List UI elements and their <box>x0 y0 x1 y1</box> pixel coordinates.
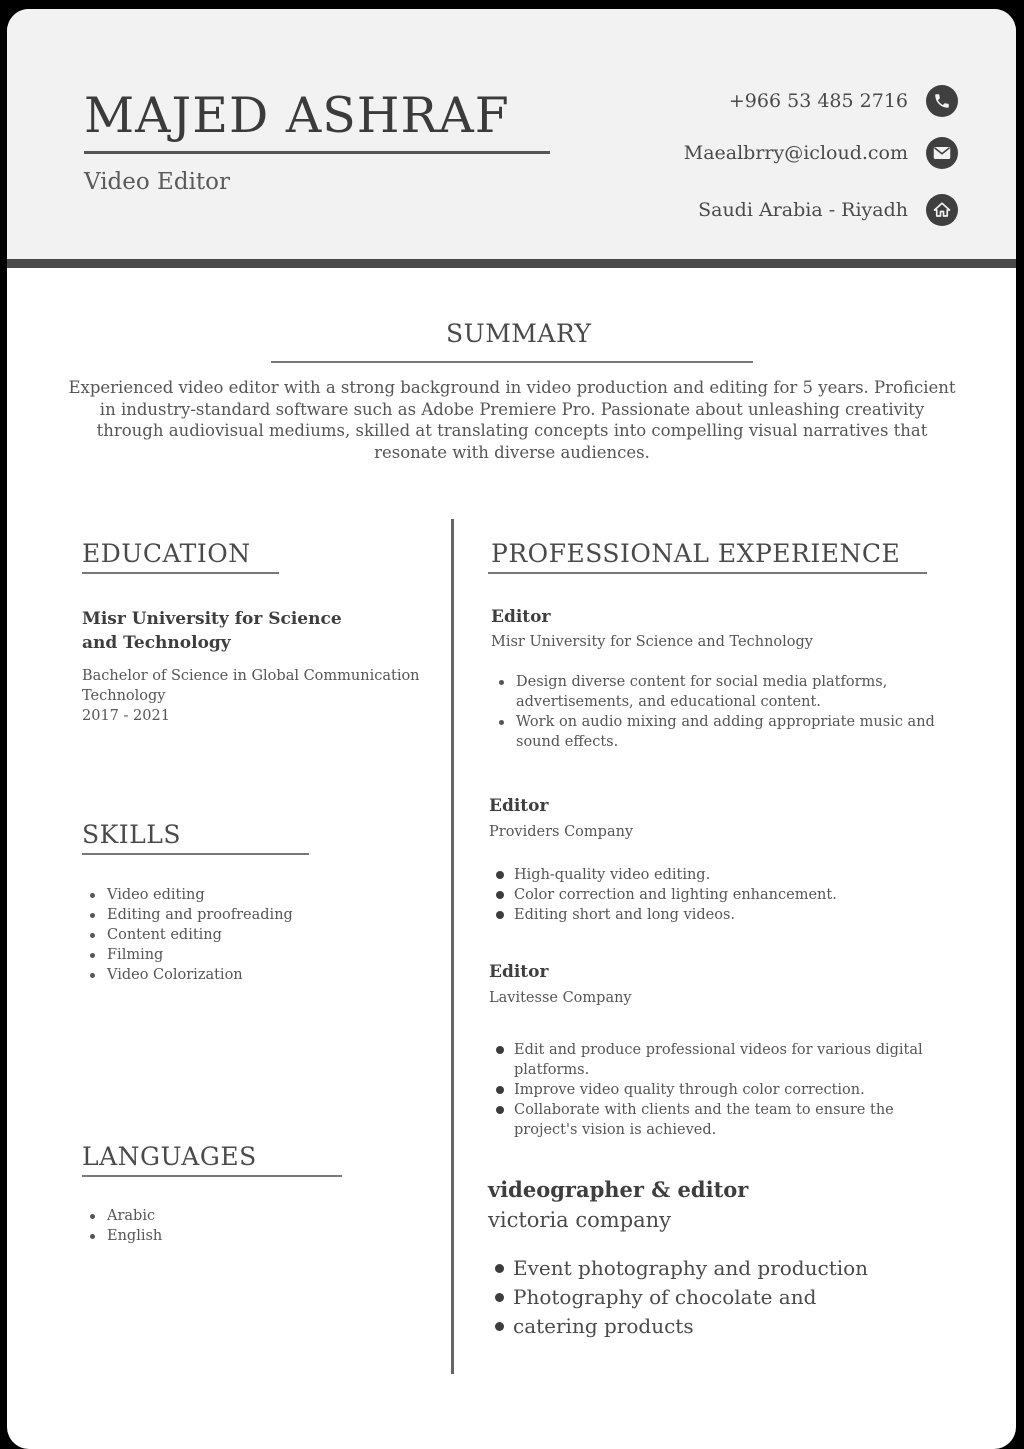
education-entry <box>82 607 422 726</box>
job-bullet: Edit and produce professional videos for various digital platforms. <box>514 1040 949 1080</box>
job-entry <box>489 962 949 1140</box>
job-bullet: Color correction and lighting enhancement. <box>514 885 969 905</box>
job-bullet: catering products <box>513 1312 968 1341</box>
job-entry <box>489 796 969 925</box>
job-role: Editor <box>491 607 551 627</box>
candidate-role: Video Editor <box>84 169 231 195</box>
skills-list <box>82 885 427 985</box>
education-years: 2017 - 2021 <box>82 708 170 724</box>
job-role: Editor <box>489 962 549 982</box>
name-underline <box>84 151 550 154</box>
skill-item: Video Colorization <box>107 965 427 985</box>
education-title: EDUCATION <box>82 539 251 568</box>
contact-location <box>698 194 958 226</box>
job-company: Misr University for Science and Technology <box>491 634 814 650</box>
job-bullet: Collaborate with clients and the team to ensure the project's vision is achieved. <box>514 1100 949 1140</box>
job-bullet: Design diverse content for social media platforms, advertisements, and educational content. <box>516 672 971 712</box>
summary-underline <box>271 361 753 363</box>
phone-text: +966 53 485 2716 <box>728 90 908 112</box>
job-bullet: Editing short and long videos. <box>514 905 969 925</box>
resume-page <box>7 9 1016 1449</box>
header <box>7 9 1016 259</box>
languages-title: LANGUAGES <box>82 1142 257 1171</box>
home-icon <box>926 194 958 226</box>
languages-list <box>82 1206 407 1246</box>
job-bullets <box>489 1040 949 1140</box>
job-company: Lavitesse Company <box>489 990 632 1006</box>
school-name-line2: and Technology <box>82 633 231 653</box>
job-role: Editor <box>489 796 549 816</box>
skill-item: Video editing <box>107 885 427 905</box>
candidate-name: MAJED ASHRAF <box>84 87 510 144</box>
language-item: English <box>107 1226 407 1246</box>
degree-line1: Bachelor of Science in Global Communication <box>82 668 420 684</box>
job-bullets <box>491 672 971 752</box>
school-name-line1: Misr University for Science <box>82 609 342 629</box>
contact-phone <box>729 85 958 117</box>
job-entry <box>491 607 971 752</box>
job-bullet: Photography of chocolate and <box>513 1283 968 1312</box>
job-entry <box>488 1177 968 1341</box>
job-bullet: High-quality video editing. <box>514 865 969 885</box>
job-bullet: Work on audio mixing and adding appropriate music and sound effects. <box>516 712 971 752</box>
envelope-icon <box>926 137 958 169</box>
skill-item: Editing and proofreading <box>107 905 427 925</box>
languages-underline <box>82 1175 342 1177</box>
experience-title: PROFESSIONAL EXPERIENCE <box>491 539 901 568</box>
job-company: Providers Company <box>489 824 634 840</box>
email-text: Maealbrry@icloud.com <box>683 142 908 164</box>
skills-underline <box>82 853 309 855</box>
job-bullets <box>489 865 969 925</box>
skill-item: Filming <box>107 945 427 965</box>
contact-email <box>684 137 958 169</box>
job-bullet: Event photography and production <box>513 1254 968 1283</box>
skill-item: Content editing <box>107 925 427 945</box>
job-bullets <box>488 1254 968 1341</box>
header-divider-bar <box>7 259 1016 268</box>
degree <box>82 666 422 726</box>
skills-title: SKILLS <box>82 820 182 849</box>
experience-underline <box>488 572 927 574</box>
job-role: videographer & editor <box>488 1177 749 1202</box>
location-text: Saudi Arabia - Riyadh <box>698 199 908 221</box>
summary-title: SUMMARY <box>446 319 592 348</box>
job-bullet: Improve video quality through color correction. <box>514 1080 949 1100</box>
school-name <box>82 607 422 655</box>
phone-icon <box>926 85 958 117</box>
summary-text: Experienced video editor with a strong background in video production and editing for 5 years. Proficient in industry-standard software such as Adobe Premiere Pro. Passionate about unleashing creativity through audiovisual mediums, skilled at translating concepts into compelling visual narratives that resonate with diverse audiences. <box>68 378 956 462</box>
education-underline <box>82 572 279 574</box>
degree-line2: Technology <box>82 688 166 704</box>
column-divider <box>451 519 454 1374</box>
job-company: victoria company <box>488 1208 672 1232</box>
language-item: Arabic <box>107 1206 407 1226</box>
